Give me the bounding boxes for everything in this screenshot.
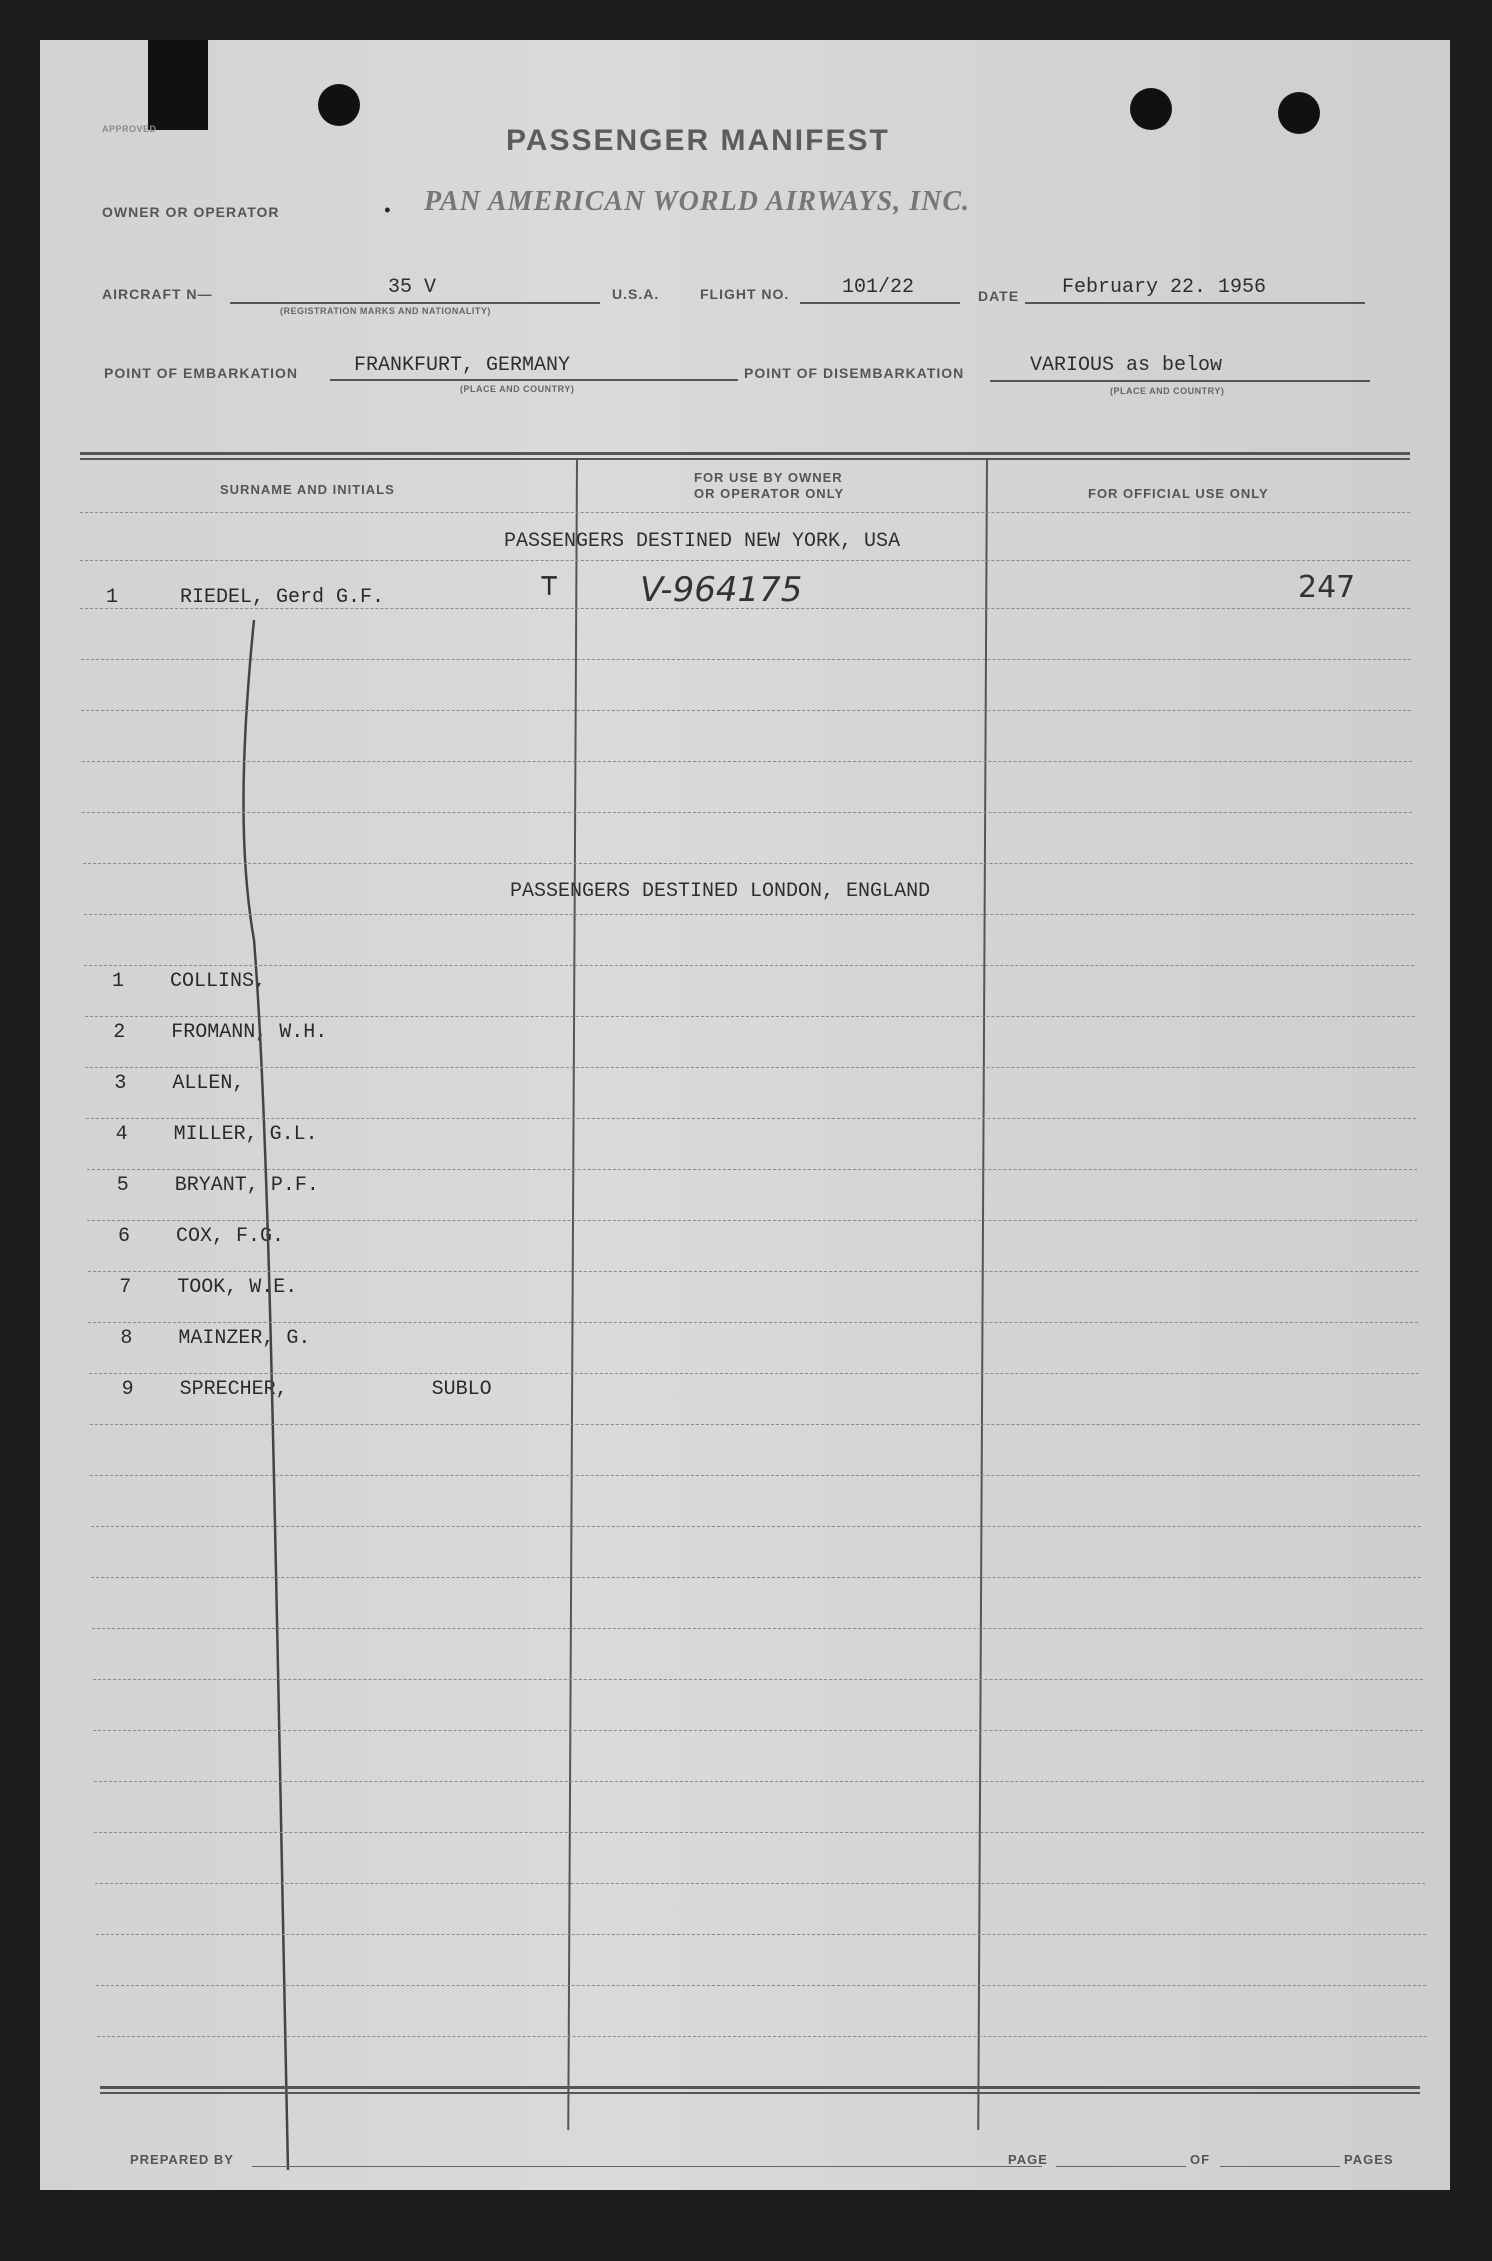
flight-value: 101/22 [842,276,915,299]
london-passenger-name: MILLER, G.L. [173,1123,318,1146]
bullet-dot: • [382,202,393,222]
table-bottom-rule [100,2086,1420,2089]
row-rule [92,1628,1422,1629]
table-bottom-rule-2 [100,2092,1420,2094]
row-rule [96,1985,1426,1986]
embark-value: FRANKFURT, GERMANY [354,354,571,377]
disembark-note: (PLACE AND COUNTRY) [1110,386,1225,396]
row-rule [82,761,1412,762]
london-passenger-num: 2 [113,1021,126,1044]
row-rule [89,1373,1419,1374]
row-rule [95,1883,1425,1884]
row-rule [82,812,1412,813]
row-rule [91,1526,1421,1527]
london-passenger-num: 1 [112,970,125,993]
ny-passenger-official-note: 247 [1298,570,1356,605]
london-passenger-name: SPRECHER, [179,1378,288,1401]
row-rule [94,1832,1424,1833]
row-rule [88,1322,1418,1323]
date-value: February 22. 1956 [1062,276,1267,299]
of-label: OF [1190,2152,1211,2167]
row-rule [85,1016,1415,1017]
row-rule [93,1679,1423,1680]
london-passenger-name: COX, F.G. [176,1225,285,1248]
aircraft-value: 35 V [388,276,437,299]
london-passenger-num: 8 [120,1327,133,1350]
london-passenger-num: 6 [118,1225,131,1248]
registration-note: (REGISTRATION MARKS AND NATIONALITY) [280,306,491,316]
row-rule [90,1475,1420,1476]
row-rule [90,1424,1420,1425]
row-rule [88,1271,1418,1272]
london-passenger-name: ALLEN, [172,1072,245,1095]
ny-passenger-num: 1 [106,586,119,609]
row-rule [85,1067,1415,1068]
col-header-owner-1: FOR USE BY OWNER [694,470,843,485]
pages-label: PAGES [1344,2152,1394,2167]
row-rule [87,1169,1417,1170]
owner-label: OWNER OR OPERATOR [102,204,280,220]
handwritten-line [40,40,1450,2190]
row-rule [94,1781,1424,1782]
london-passenger-name: COLLINS, [170,970,267,993]
row-rule [87,1220,1417,1221]
aircraft-label: AIRCRAFT N— [102,286,213,302]
handwritten-mark: ⊤ [540,571,559,605]
ny-passenger-owner-note: V-964175 [640,570,803,610]
row-rule [97,2036,1427,2037]
date-label: DATE [978,288,1020,304]
london-passenger-num: 5 [116,1174,129,1197]
london-passenger-num: 9 [121,1378,134,1401]
london-passenger-num: 7 [119,1276,132,1299]
london-passenger-name: BRYANT, P.F. [174,1174,319,1197]
flight-label: FLIGHT NO. [700,286,790,302]
row-rule [91,1577,1421,1578]
approval-stamp: APPROVED [102,124,157,134]
col-header-official: FOR OFFICIAL USE ONLY [1088,486,1269,501]
disembark-label: POINT OF DISEMBARKATION [744,365,965,381]
prepared-by-label: PREPARED BY [130,2152,234,2167]
page-label: PAGE [1008,2152,1048,2167]
prepared-by-underline [252,2166,1042,2167]
row-rule [81,710,1411,711]
page-underline [1056,2166,1186,2167]
row-rule [83,863,1413,864]
london-passenger-name: FROMANN, W.H. [171,1021,328,1044]
of-underline [1220,2166,1340,2167]
airline-name: PAN AMERICAN WORLD AIRWAYS, INC. [424,186,971,217]
row-rule [84,965,1414,966]
page-title: PASSENGER MANIFEST [506,124,890,157]
row-rule [93,1730,1423,1731]
section-heading-ny: PASSENGERS DESTINED NEW YORK, USA [504,530,901,553]
embark-label: POINT OF EMBARKATION [104,365,298,381]
ny-passenger-name: RIEDEL, Gerd G.F. [180,586,385,609]
london-passenger-extra: SUBLO [431,1378,492,1401]
london-passenger-name: MAINZER, G. [178,1327,311,1350]
london-passenger-num: 3 [114,1072,127,1095]
col-header-owner-2: OR OPERATOR ONLY [694,486,845,501]
disembark-value: VARIOUS as below [1030,354,1223,377]
row-rule [81,659,1411,660]
section-heading-london: PASSENGERS DESTINED LONDON, ENGLAND [510,880,931,903]
usa-label: U.S.A. [612,286,660,302]
embark-note: (PLACE AND COUNTRY) [460,384,575,394]
row-rule [96,1934,1426,1935]
col-header-surname: SURNAME AND INITIALS [220,482,395,497]
london-passenger-num: 4 [115,1123,128,1146]
row-rule [86,1118,1416,1119]
row-rule [84,914,1414,915]
london-passenger-name: TOOK, W.E. [177,1276,298,1299]
manifest-sheet [40,40,1450,2190]
row-rule [80,608,1410,609]
